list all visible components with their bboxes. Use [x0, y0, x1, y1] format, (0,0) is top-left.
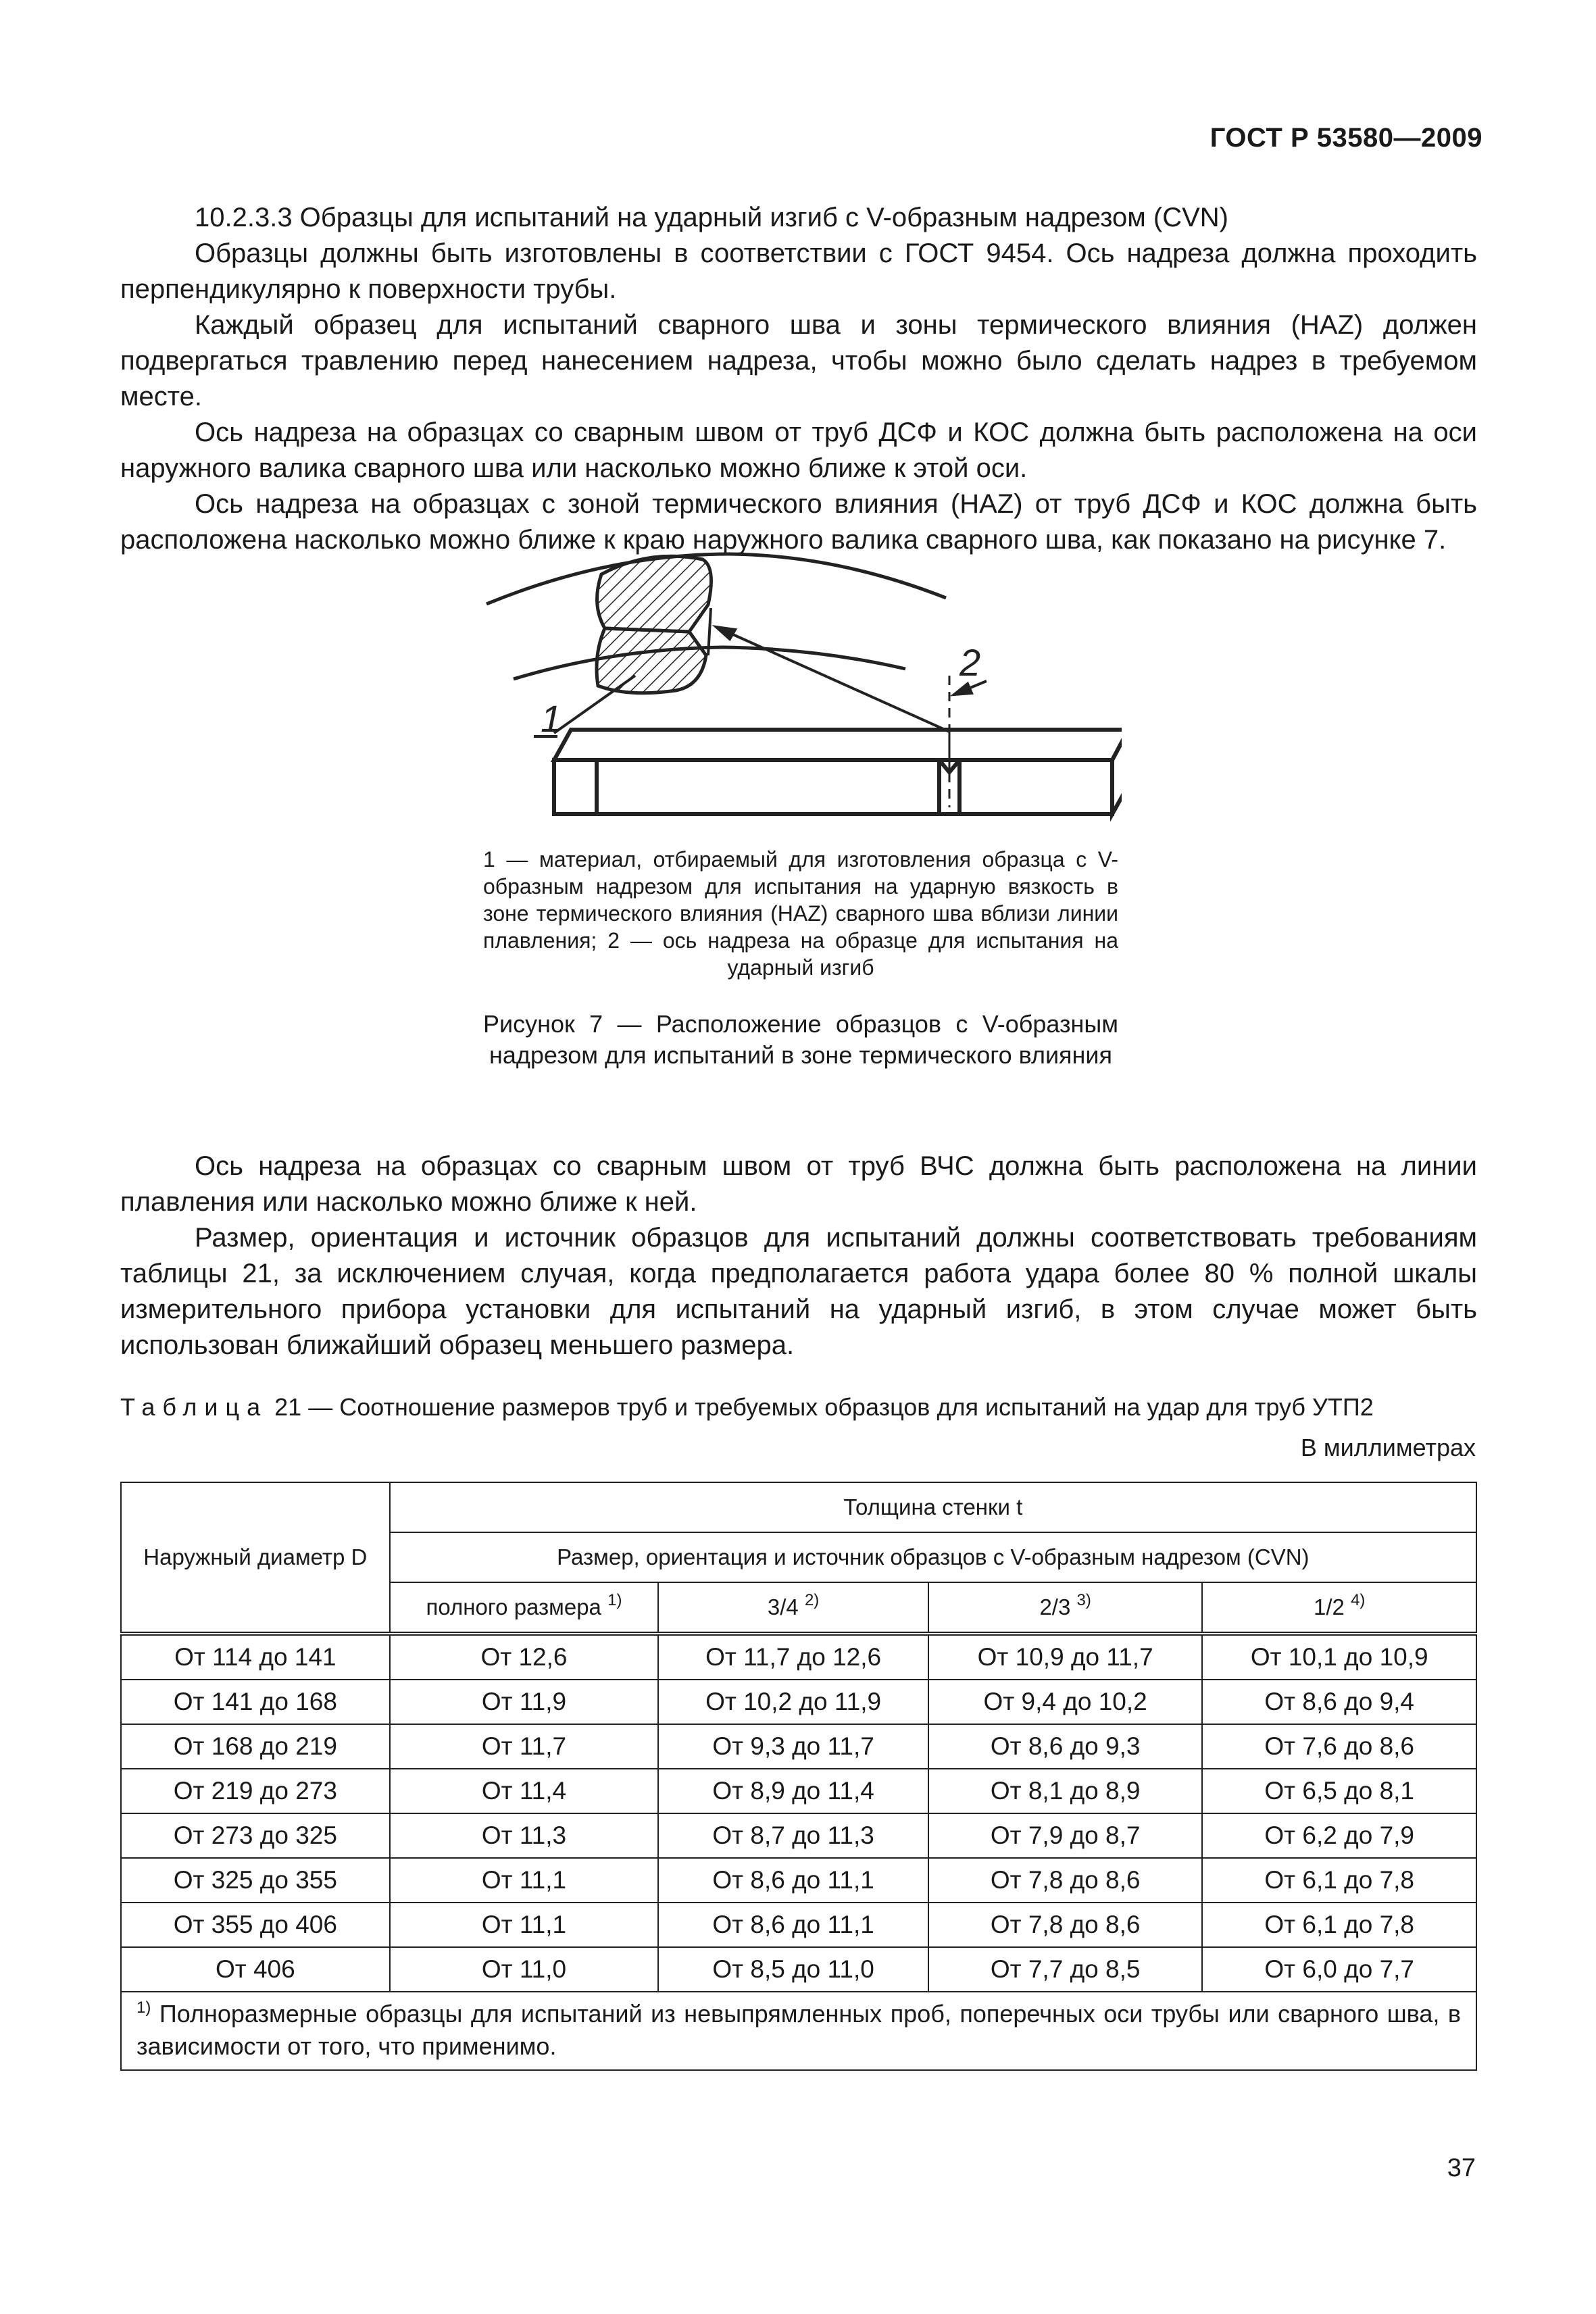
table-cell: От 11,7 до 12,6	[658, 1634, 928, 1680]
table-cell: От 11,0	[390, 1947, 659, 1992]
figure-legend: 1 — материал, отбираемый для изготовления образца с V-образным надрезом для испытания на ударную вязкость в зоне термического влияния (HAZ) сварного шва вблизи линии плавления; 2 — ось надреза на образце для испытания на ударный изгиб	[483, 847, 1118, 980]
table-cell: От 7,7 до 8,5	[928, 1947, 1203, 1992]
table-row	[121, 1903, 1476, 1947]
body-text-bottom	[120, 1149, 1477, 1363]
table-row	[121, 1858, 1476, 1903]
table-row	[121, 1634, 1476, 1680]
subheader-label: 1/2	[1314, 1594, 1345, 1619]
table-cell: От 11,1	[390, 1858, 659, 1903]
table-cell: От 141 до 168	[121, 1680, 390, 1724]
body-text-top	[120, 200, 1477, 558]
table-cell: От 7,8 до 8,6	[928, 1903, 1203, 1947]
table-row	[121, 1947, 1476, 1992]
paragraph: Каждый образец для испытаний сварного шва и зоны термического влияния (HAZ) должен подвергаться травлению перед нанесением надреза, чтобы можно было сделать надрез в требуемом месте.	[120, 310, 1477, 411]
subheader-label: полного размера	[426, 1594, 601, 1619]
table-caption-prefix: Таблица	[120, 1393, 268, 1421]
table-cell: От 12,6	[390, 1634, 659, 1680]
subheader-size	[928, 1582, 1203, 1634]
subheader-size	[1202, 1582, 1476, 1634]
table-cell: От 11,3	[390, 1813, 659, 1858]
table-cell: От 8,6 до 11,1	[658, 1858, 928, 1903]
table-cell: От 114 до 141	[121, 1634, 390, 1680]
header-diameter: Наружный диаметр D	[121, 1482, 390, 1634]
footnote-text: Полноразмерные образцы для испытаний из невыпрямленных проб, поперечных оси трубы или сварного шва, в зависимости от того, что применимо.	[136, 2000, 1461, 2060]
table-cell: От 9,3 до 11,7	[658, 1724, 928, 1769]
table-cell: От 273 до 325	[121, 1813, 390, 1858]
paragraph: Ось надреза на образцах со сварным швом от труб ДСФ и КОС должна быть расположена на оси наружного валика сварного шва или насколько можно ближе к этой оси.	[120, 418, 1477, 483]
table-footnote	[121, 1992, 1476, 2070]
table-21	[120, 1482, 1477, 2071]
table-cell: От 8,6 до 9,4	[1202, 1680, 1476, 1724]
table-units: В миллиметрах	[1300, 1434, 1476, 1461]
table-cell: От 219 до 273	[121, 1769, 390, 1813]
table-cell: От 8,6 до 9,3	[928, 1724, 1203, 1769]
table-row	[121, 1680, 1476, 1724]
header-specimen: Размер, ориентация и источник образцов с V-образным надрезом (CVN)	[390, 1532, 1476, 1582]
figure-label-2: 2	[959, 641, 981, 684]
table-cell: От 6,1 до 7,8	[1202, 1858, 1476, 1903]
table-cell: От 8,9 до 11,4	[658, 1769, 928, 1813]
table-cell: От 6,2 до 7,9	[1202, 1813, 1476, 1858]
figure-7-drawing	[473, 540, 1122, 824]
table-caption-text: 21 — Соотношение размеров труб и требуемых образцов для испытаний на удар для труб УТП2	[268, 1393, 1374, 1421]
table-cell: От 11,4	[390, 1769, 659, 1813]
table-cell: От 9,4 до 10,2	[928, 1680, 1203, 1724]
subheader-note-mark: 2)	[804, 1591, 820, 1609]
table-cell: От 8,7 до 11,3	[658, 1813, 928, 1858]
table-caption	[120, 1392, 1477, 1423]
table-cell: От 11,1	[390, 1903, 659, 1947]
table-cell: От 11,9	[390, 1680, 659, 1724]
page-number: 37	[1447, 2154, 1476, 2182]
table-cell: От 8,5 до 11,0	[658, 1947, 928, 1992]
table-cell: От 11,7	[390, 1724, 659, 1769]
paragraph: Ось надреза на образцах со сварным швом от труб ВЧС должна быть расположена на линии плавления или насколько можно ближе к ней.	[120, 1151, 1477, 1217]
subheader-note-mark: 4)	[1351, 1591, 1366, 1609]
table-cell: От 7,9 до 8,7	[928, 1813, 1203, 1858]
weld-section	[597, 556, 712, 693]
table-cell: От 6,5 до 8,1	[1202, 1769, 1476, 1813]
subheader-note-mark: 3)	[1076, 1591, 1091, 1609]
table-cell: От 10,2 до 11,9	[658, 1680, 928, 1724]
figure-label-1: 1	[541, 697, 562, 740]
table-cell: От 6,1 до 7,8	[1202, 1903, 1476, 1947]
document-header: ГОСТ Р 53580—2009	[1210, 123, 1482, 153]
subheader-size	[390, 1582, 659, 1634]
table-row	[121, 1769, 1476, 1813]
subheader-label: 3/4	[767, 1594, 799, 1619]
table-cell: От 325 до 355	[121, 1858, 390, 1903]
footnote-mark: 1)	[136, 1998, 151, 2017]
paragraph: Образцы должны быть изготовлены в соответствии с ГОСТ 9454. Ось надреза должна проходить перпендикулярно к поверхности трубы.	[120, 238, 1477, 304]
figure-caption: Рисунок 7 — Расположение образцов с V-образным надрезом для испытаний в зоне термического влияния	[483, 1010, 1118, 1069]
subheader-label: 2/3	[1039, 1594, 1071, 1619]
table-cell: От 8,6 до 11,1	[658, 1903, 928, 1947]
table-cell: От 168 до 219	[121, 1724, 390, 1769]
table-row	[121, 1724, 1476, 1769]
header-wall-thickness: Толщина стенки t	[390, 1482, 1476, 1532]
table-cell: От 7,8 до 8,6	[928, 1858, 1203, 1903]
table-cell: От 6,0 до 7,7	[1202, 1947, 1476, 1992]
subheader-size	[658, 1582, 928, 1634]
table-cell: От 355 до 406	[121, 1903, 390, 1947]
notched-specimen	[554, 730, 1122, 814]
paragraph: Размер, ориентация и источник образцов для испытаний должны соответствовать требованиям таблицы 21, за исключением случая, когда предполагается работа удара более 80 % полной шкалы измерительного прибора установки для испытаний на ударный изгиб, в этом случае может быть использован ближайший образец меньшего размера.	[120, 1223, 1477, 1360]
table-cell: От 8,1 до 8,9	[928, 1769, 1203, 1813]
paragraph: Ось надреза на образцах с зоной термического влияния (HAZ) от труб ДСФ и КОС должна быть расположена насколько можно ближе к краю наружного валика сварного шва, как показано на рисунке 7.	[120, 489, 1477, 555]
table-cell: От 10,9 до 11,7	[928, 1634, 1203, 1680]
table-row	[121, 1813, 1476, 1858]
paragraph: 10.2.3.3 Образцы для испытаний на ударный изгиб с V-образным надрезом (CVN)	[195, 203, 1228, 232]
table-cell: От 406	[121, 1947, 390, 1992]
table-cell: От 7,6 до 8,6	[1202, 1724, 1476, 1769]
subheader-note-mark: 1)	[607, 1591, 622, 1609]
table-cell: От 10,1 до 10,9	[1202, 1634, 1476, 1680]
